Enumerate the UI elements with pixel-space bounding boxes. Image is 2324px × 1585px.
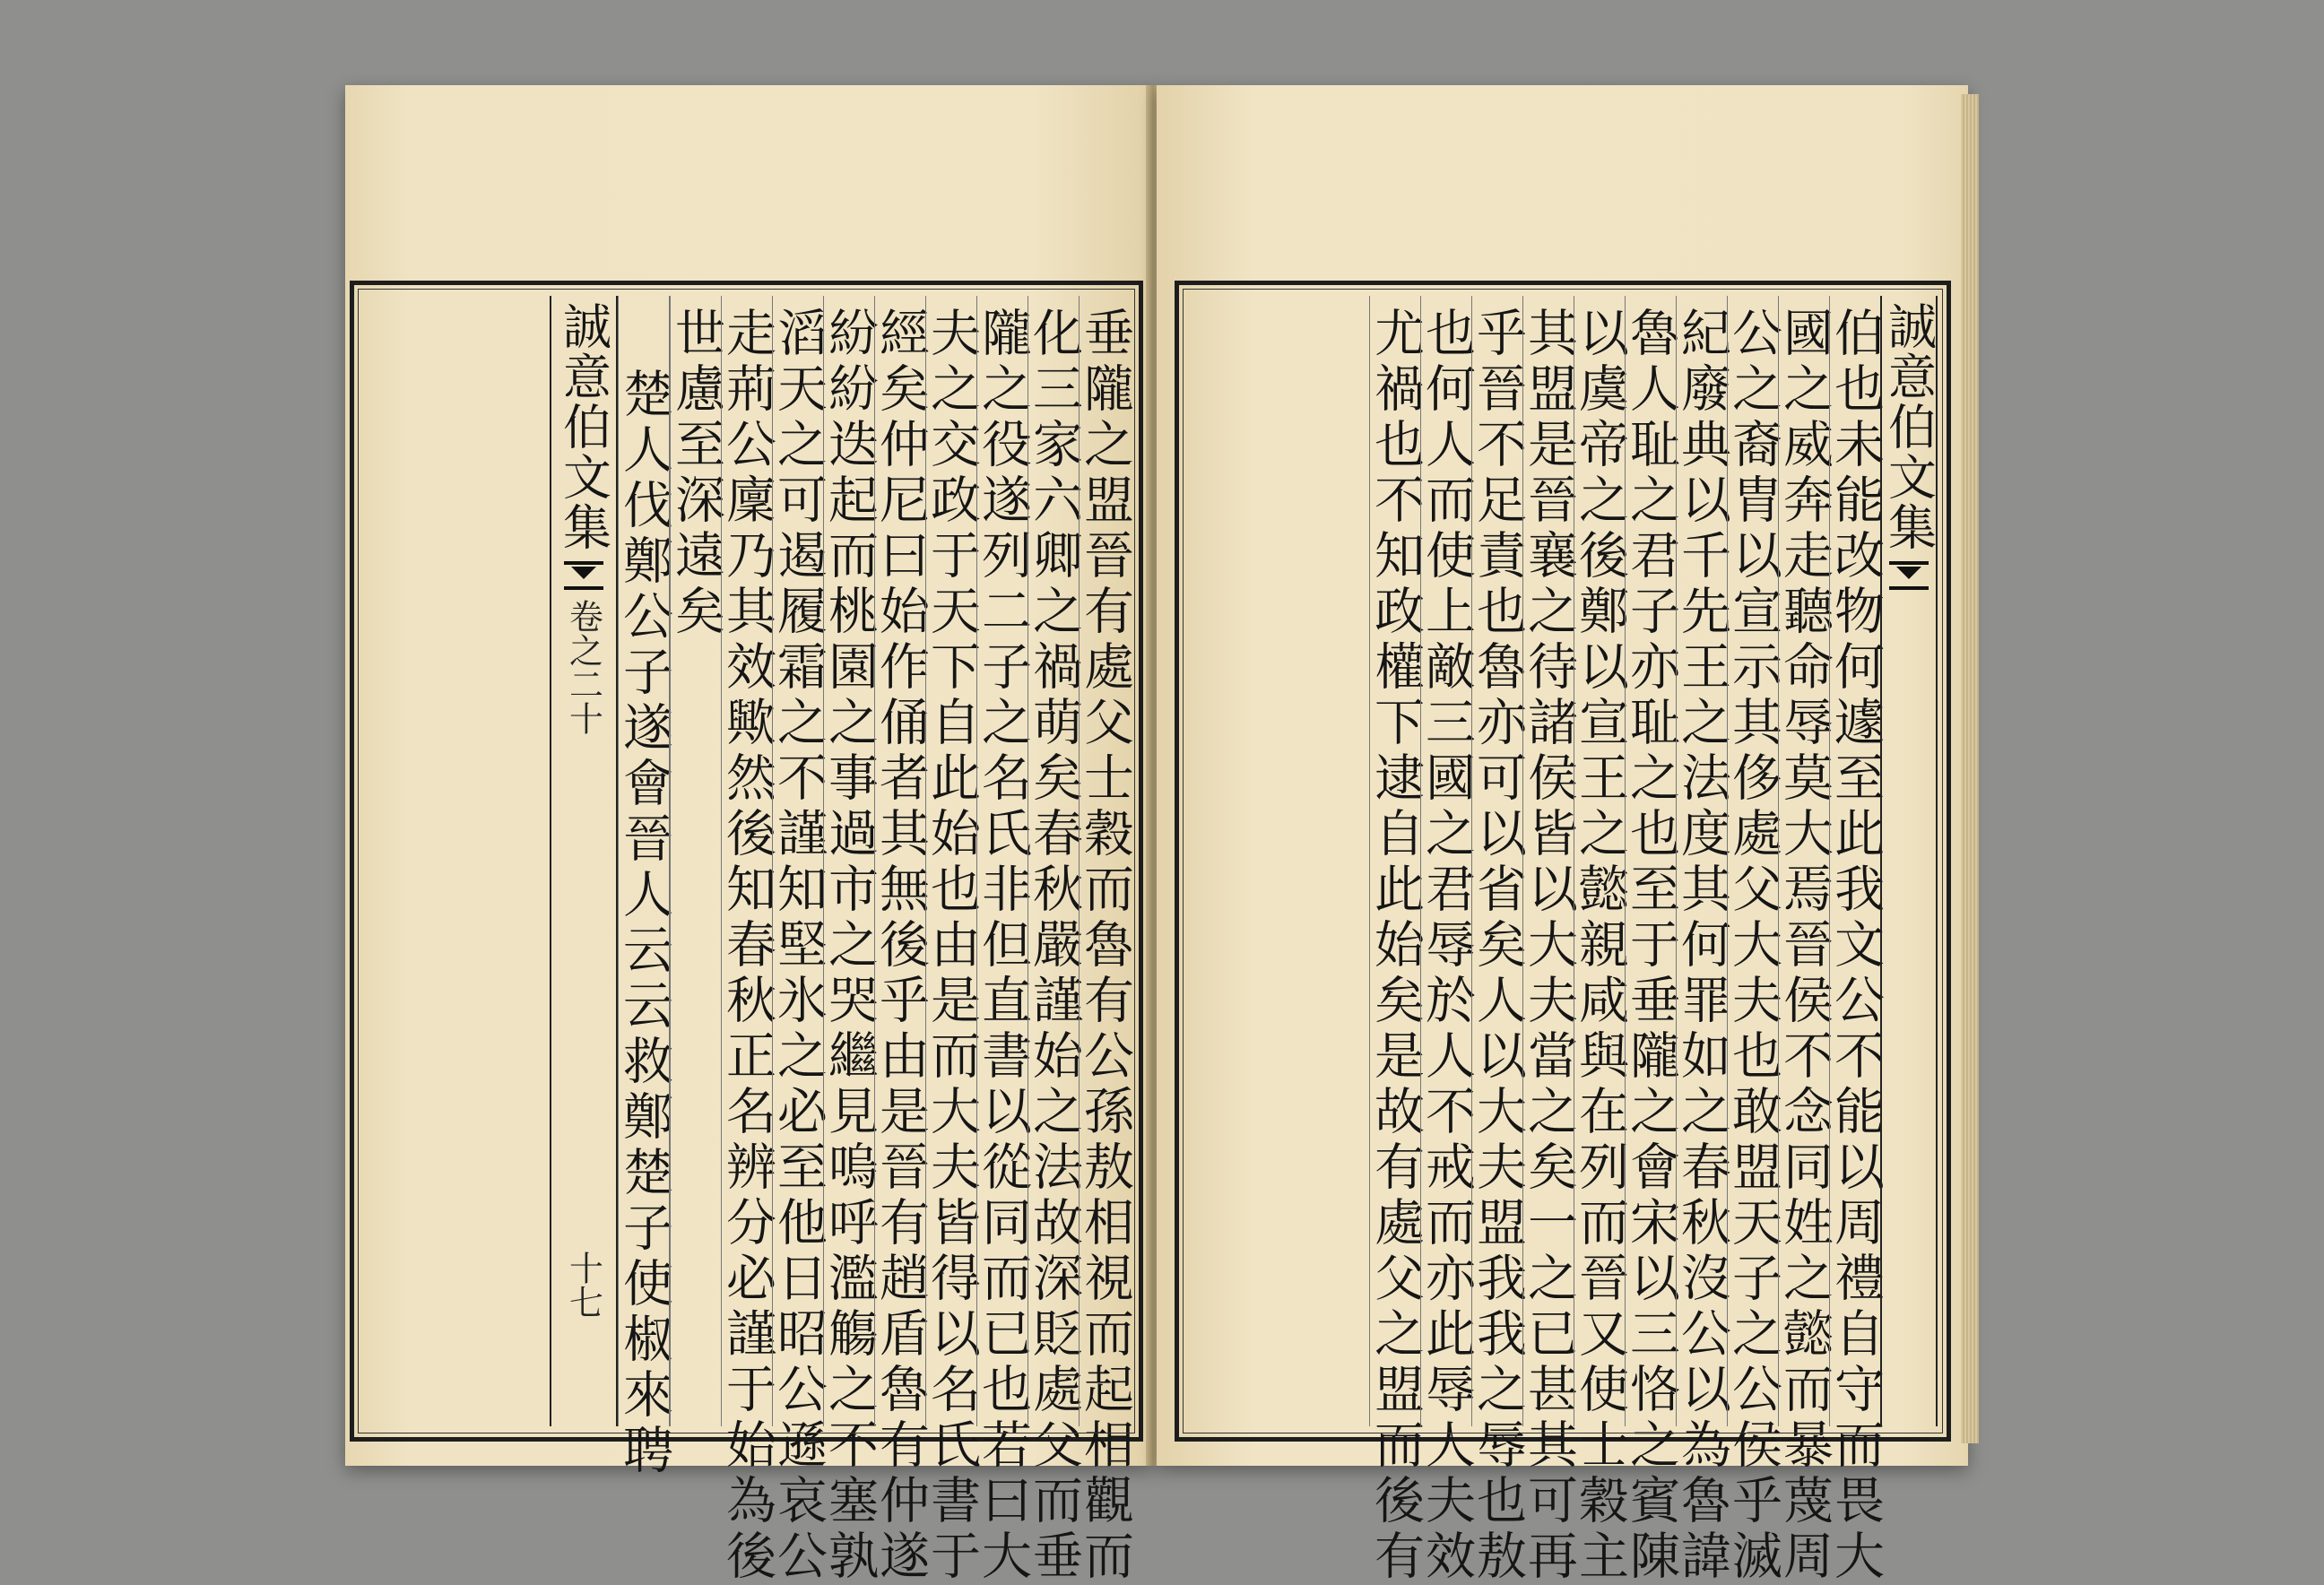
text-column: 走荊公廩乃其效歟然後知春秋正名辨分必謹于始為後 <box>721 296 772 1426</box>
text-column: 魯人耻之君子亦耻之也至于垂隴之會宋以三恪之賓陳 <box>1625 296 1676 1426</box>
book-title: 誠意伯文集 <box>1880 301 1938 552</box>
right-page <box>1157 85 1968 1585</box>
text-column: 經矣仲尼曰始作俑者其無後乎由是晉有趙盾魯有仲遂 <box>874 296 925 1426</box>
page-edges <box>1961 94 1979 1443</box>
text-column: 乎晉不足責也魯亦可以省矣人以大夫盟我我之辱也敖 <box>1471 296 1522 1426</box>
text-column: 尤禍也不知政權下逮自此始矣是故有處父之盟而後有 <box>1369 296 1420 1426</box>
fish-tail-mark-icon <box>1889 561 1929 590</box>
center-column <box>550 296 618 1426</box>
text-column: 滔天之可遏履霜之不謹知堅氷之必至他日昭公遜哀公 <box>772 296 823 1426</box>
volume-label: 卷之二十 <box>563 599 603 735</box>
text-column: 夫之交政于天下自此始也由是而大夫皆得以名氏書于 <box>925 296 976 1426</box>
text-column: 化三家六卿之禍萌矣春秋嚴謹始之法故深貶處父而垂 <box>1028 296 1079 1426</box>
text-column: 其盟是晉襄之待諸侯皆以大夫當之矣一之已甚其可再 <box>1522 296 1574 1426</box>
text-column: 世慮至深遠矣 <box>670 296 721 1426</box>
folio-number: 十七 <box>563 1251 603 1319</box>
text-column: 隴之役遂列二子之名氏非但直書以從同而已也若曰大 <box>976 296 1028 1426</box>
text-column: 也何人而使上敵三國之君辱於人不戒而亦此辱人夫效 <box>1420 296 1471 1426</box>
right-page-columns <box>1188 296 1938 1585</box>
open-book <box>345 85 1973 1585</box>
text-column: 公之裔胄以宣示其侈處父大夫也敢盟天子之公侯乎滅 <box>1727 296 1778 1426</box>
text-column: 楚人伐鄭公子遂會晉人云云救鄭楚子使椒來聘 <box>618 296 669 1426</box>
text-column-blank <box>669 296 670 1426</box>
center-column <box>1880 296 1938 1426</box>
left-page <box>345 85 1152 1585</box>
book-title: 誠意伯文集 <box>555 301 612 552</box>
text-column: 紀廢典以千先王之法度其何罪如之春秋沒公以為魯諱 <box>1676 296 1727 1426</box>
text-column: 紛紛迭起而桃園之事過市之哭繼見嗚呼濫觴之不塞孰 <box>823 296 874 1426</box>
text-column: 國之威奔走聽命辱莫大焉晉侯不念同姓之懿而暴蔑周 <box>1778 296 1829 1426</box>
left-page-columns <box>363 296 1134 1585</box>
text-column: 伯也未能改物何遽至此我文公不能以周禮自守而畏大 <box>1829 296 1880 1426</box>
text-column: 以虞帝之後鄭以宣王之懿親咸與在列而晉又使士穀主 <box>1574 296 1625 1426</box>
left-page-frame <box>350 281 1143 1585</box>
fish-tail-mark-icon <box>564 561 603 590</box>
text-column: 垂隴之盟晉有處父士穀而魯有公孫敖相視而起相觀而 <box>1079 296 1130 1426</box>
right-page-frame <box>1175 281 1951 1585</box>
